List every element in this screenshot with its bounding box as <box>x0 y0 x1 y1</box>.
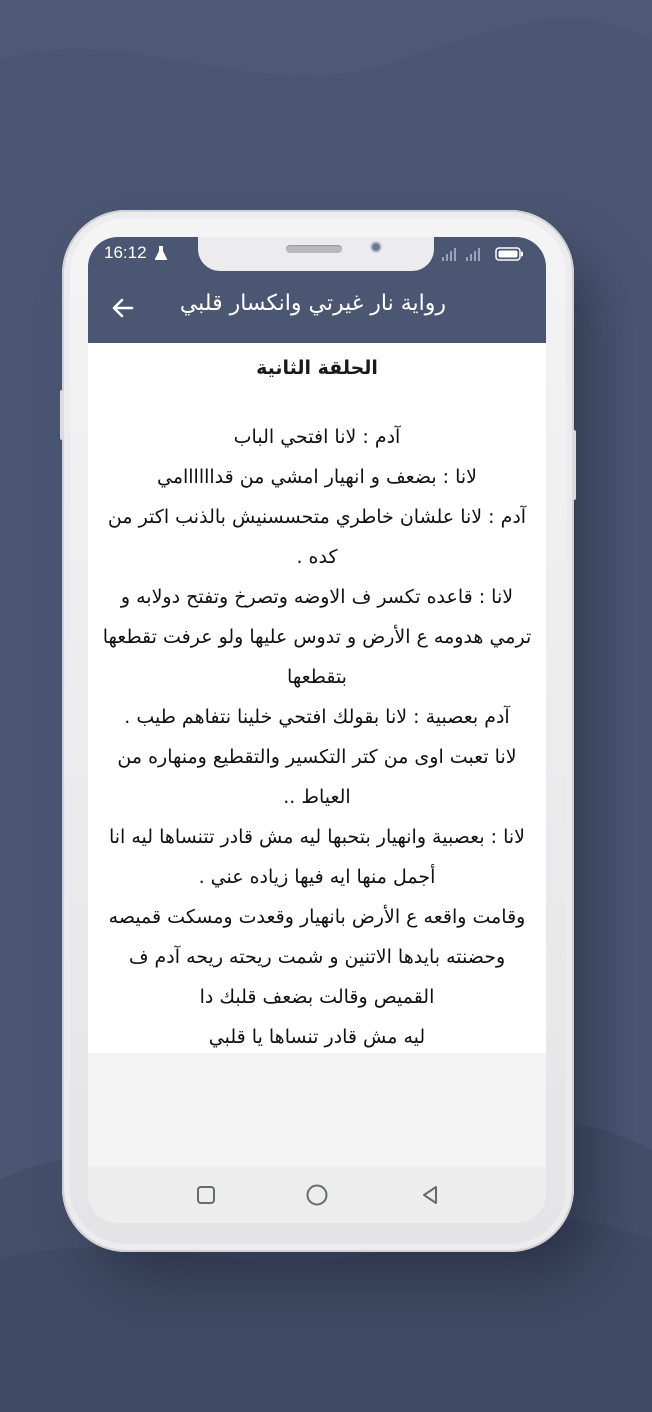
power-button <box>572 430 576 500</box>
story-paragraph: آدم : لانا افتحي الباب <box>233 426 401 448</box>
story-paragraph: لانا : بضعف و انهيار امشي من قداااااامي <box>156 466 477 488</box>
back-triangle-icon[interactable] <box>416 1181 444 1209</box>
app-bar <box>88 271 546 343</box>
story-paragraph: آدم بعصبية : لانا بقولك افتحي خلينا نتفاهم طيب . <box>124 706 510 728</box>
status-time: 16:12 <box>104 243 147 262</box>
system-nav-bar <box>88 1167 546 1223</box>
recents-square-icon[interactable] <box>192 1181 220 1209</box>
status-icons <box>442 245 532 263</box>
notch <box>198 237 434 271</box>
chapter-title: الحلقة الثانية <box>256 357 378 379</box>
story-text <box>98 417 536 1053</box>
back-arrow-icon[interactable] <box>106 291 140 325</box>
story-paragraph: لانا : بعصبية وانهيار بتحبها ليه مش قادر تتنساها ليه انا أجمل منها ايه فيها زياده عني . <box>108 826 526 888</box>
signal-icon <box>442 248 456 261</box>
story-paragraph: وقامت واقعه ع الأرض بانهيار وقعدت ومسكت قميصه وحضنته بايدها الاتنين و شمت ريحته ريحه آدم ف القميص وقالت بضعف قلبك دا <box>108 906 526 1008</box>
home-circle-icon[interactable] <box>303 1181 331 1209</box>
signal-icon <box>466 248 480 261</box>
volume-button <box>60 390 64 440</box>
front-camera <box>372 243 380 251</box>
phone-screen <box>88 237 546 1223</box>
story-paragraph: ليه مش قادر تنساها يا قلبي <box>208 1026 426 1048</box>
speaker <box>286 245 342 253</box>
app-title: رواية نار غيرتي وانكسار قلبي <box>179 291 446 316</box>
story-paragraph: لانا : قاعده تكسر ف الاوضه وتصرخ وتفتح دولابه و ترمي هدومه ع الأرض و تدوس عليها ولو عرفت تقطعها بتقطعها <box>102 586 532 688</box>
story-content[interactable] <box>88 343 546 1053</box>
story-paragraph: آدم : لانا علشان خاطري متحسسنيش بالذنب اكتر من كده . <box>107 506 527 568</box>
empty-area <box>88 1053 546 1169</box>
battery-icon <box>496 248 523 260</box>
story-paragraph: لانا تعبت اوى من كتر التكسير والتقطيع ومنهاره من العياط .. <box>117 746 517 808</box>
flask-icon <box>154 245 168 261</box>
